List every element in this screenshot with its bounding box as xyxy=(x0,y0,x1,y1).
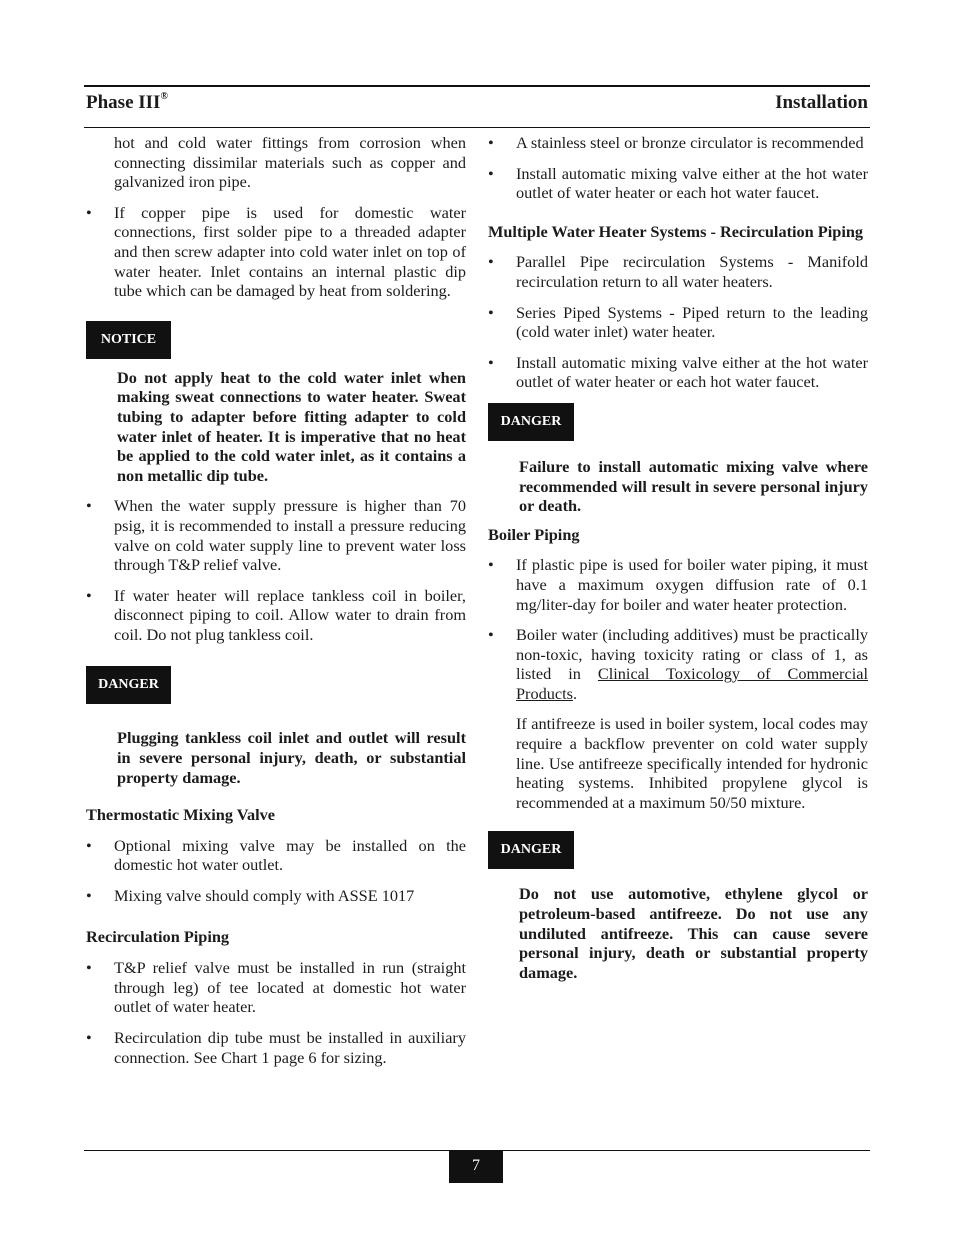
bullet-text: Mixing valve should comply with ASSE 1017 xyxy=(114,886,415,906)
bullet-text: When the water supply pressure is higher than 70 psig, it is recommended to install a pressure reducing valve on cold water supply line to prevent water loss through T&P relief valve. xyxy=(114,496,466,575)
bullet-asse-1017 xyxy=(86,886,466,906)
bullet-dot: • xyxy=(86,496,92,516)
bullet-dot: • xyxy=(488,163,494,183)
bullet-dot: • xyxy=(86,202,92,222)
bullet-recirculation-dip-tube xyxy=(86,1028,466,1067)
bullet-stainless-circulator xyxy=(488,133,868,153)
bullet-dot: • xyxy=(86,958,92,978)
bullet-mixing-valve-location-2 xyxy=(488,353,868,392)
bullet-text: Series Piped Systems - Piped return to the leading (cold water inlet) water heater. xyxy=(516,302,868,342)
registered-mark: ® xyxy=(160,91,168,102)
danger-text: Do not use automotive, ethylene glycol or petroleum-based antifreeze. Do not use any undiluted antifreeze. This can cause severe personal injury, death or substantial property damage. xyxy=(519,884,868,982)
bullet-mixing-valve-location xyxy=(488,164,868,203)
header-section: Installation xyxy=(775,92,868,113)
bullet-text: If water heater will replace tankless coil in boiler, disconnect piping to coil. Allow water to drain from coil. Do not plug tankless coil. xyxy=(114,585,466,644)
paragraph-antifreeze: If antifreeze is used in boiler system, local codes may require a backflow preventer on cold water supply line. Use antifreeze specifically intended for hydronic heating systems. Inhibited propylene glycol is recommended at a maximum 50/50 mixture. xyxy=(516,714,868,812)
bullet-dot: • xyxy=(86,835,92,855)
bullet-text: Parallel Pipe recirculation Systems - Manifold recirculation return to all water heaters. xyxy=(516,252,868,291)
danger-text: Plugging tankless coil inlet and outlet will result in severe personal injury, death, or substantial property damage. xyxy=(117,728,466,787)
bullet-tp-relief-valve xyxy=(86,958,466,1017)
top-rule xyxy=(84,85,870,87)
left-column xyxy=(86,133,466,1067)
bullet-text: Install automatic mixing valve either at the hot water outlet of water heater or each hot water faucet. xyxy=(516,163,868,203)
bullet-dot: • xyxy=(488,252,494,272)
bullet-dot: • xyxy=(488,133,494,152)
danger-badge: DANGER xyxy=(86,666,171,704)
bullet-optional-mixing-valve xyxy=(86,836,466,875)
notice-text: Do not apply heat to the cold water inlet when making sweat connections to water heater. Sweat tubing to adapter before fitting adapter to cold water inlet of heater. It is imperative that no heat be applied to the cold water inlet, as it contains a non metallic dip tube. xyxy=(117,367,466,485)
heading-recirculation-piping: Recirculation Piping xyxy=(86,926,230,946)
heading-boiler-piping: Boiler Piping xyxy=(488,524,580,544)
heading-thermostatic-mixing-valve: Thermostatic Mixing Valve xyxy=(86,805,276,825)
bullet-copper-pipe xyxy=(86,203,466,301)
notice-badge: NOTICE xyxy=(86,321,171,359)
right-column xyxy=(488,133,868,982)
bullet-text: If copper pipe is used for domestic water connections, first solder pipe to a threaded adapter and then screw adapter into cold water inlet on top of water heater. Inlet contains an internal plastic dip tube which can be damaged by heat from soldering. xyxy=(114,202,466,301)
bullet-tankless-coil xyxy=(86,586,466,645)
bullet-series-piped xyxy=(488,303,868,342)
reference-title: Clinical Toxicology of Commercial Products xyxy=(516,664,868,703)
bullet-text: Recirculation dip tube must be installed in auxiliary connection. See Chart 1 page 6 for sizing. xyxy=(114,1028,466,1067)
bullet-dot: • xyxy=(488,555,494,575)
bullet-dot: • xyxy=(488,625,494,645)
bullet-dot: • xyxy=(86,1028,92,1047)
bullet-dot: • xyxy=(488,302,494,322)
paragraph-continued: hot and cold water fittings from corrosion when connecting dissimilar materials such as copper and galvanized iron pipe. xyxy=(114,133,466,192)
bullet-dot: • xyxy=(86,585,92,605)
danger-badge: DANGER xyxy=(488,403,574,441)
bullet-text: T&P relief valve must be installed in run (straight through leg) of tee located at domestic hot water outlet of water heater. xyxy=(114,958,466,1017)
bullet-dot: • xyxy=(488,352,494,372)
bullet-parallel-pipe xyxy=(488,252,868,291)
sentence-end: . xyxy=(572,683,578,703)
header-rule xyxy=(84,127,870,128)
danger-text: Failure to install automatic mixing valve where recommended will result in severe personal injury or death. xyxy=(519,456,868,516)
bullet-text xyxy=(516,625,868,703)
bullet-text: A stainless steel or bronze circulator is recommended xyxy=(516,133,864,152)
product-name: Phase III xyxy=(86,92,161,113)
bullet-plastic-pipe xyxy=(488,555,868,614)
bullet-text: Optional mixing valve may be installed on the domestic hot water outlet. xyxy=(114,835,466,875)
header-product xyxy=(86,92,168,114)
boiler-water-text: Boiler water (including additives) must be practically non-toxic, having toxicity rating or class of 1, as listed in xyxy=(516,625,868,684)
bullet-text: If plastic pipe is used for boiler water piping, it must have a maximum oxygen diffusion rate of 0.1 mg/liter-day for boiler and water heater protection. xyxy=(516,555,868,614)
page-number: 7 xyxy=(449,1151,503,1183)
heading-multiple-water-heater-systems: Multiple Water Heater Systems - Recirculation Piping xyxy=(488,221,864,241)
bullet-dot: • xyxy=(86,886,92,906)
danger-badge: DANGER xyxy=(488,831,574,869)
bullet-text: Install automatic mixing valve either at the hot water outlet of water heater or each hot water faucet. xyxy=(516,352,868,392)
bullet-water-pressure xyxy=(86,496,466,574)
bullet-boiler-water xyxy=(488,625,868,703)
